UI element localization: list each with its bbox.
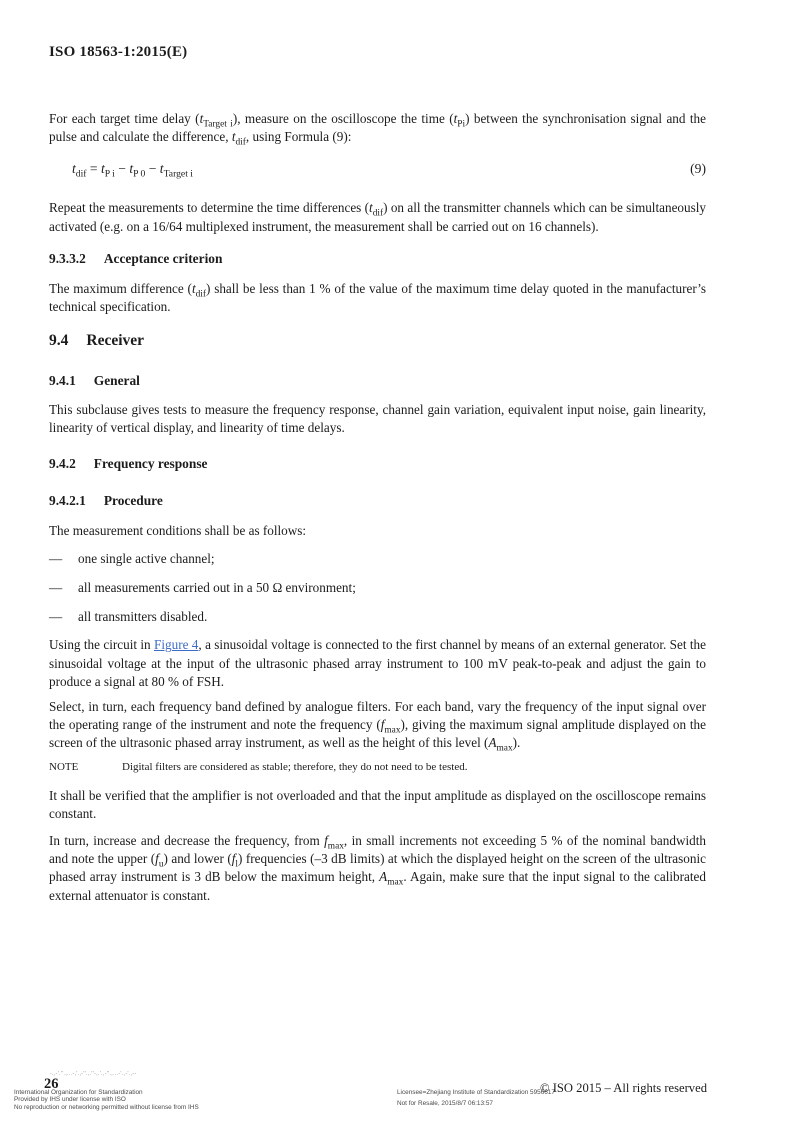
heading-9-4-2 [49,455,706,473]
heading-number: 9.3.3.2 [49,250,86,266]
paragraph-measurement-conditions: The measurement conditions shall be as follows: [49,522,307,538]
ihs-stamp-left [14,1089,199,1111]
formula-9 [49,160,706,181]
copyright-notice: © ISO 2015 – All rights reserved [540,1081,707,1095]
running-header-doc-ref: ISO 18563-1:2015(E) [49,44,188,60]
scan-artifact-line: -.,-'.''.,...-,'.,-''.,.''-,.'.,-''.,...-'.,-'.,-- [50,1071,137,1077]
paragraph-repeat-measurements: Repeat the measurements to determine the time differences $(t_{dif})$ on all the transmitter channels which can be simultaneously activated (e.g. on a 16/64 multiplexed instrument, the measurement shall be carried out on 16 channels). [49,200,707,234]
paragraph-amplifier-verification: It shall be verified that the amplifier is not overloaded and that the input amplitude as displayed on the oscilloscope remains constant. [49,787,706,821]
heading-title: Frequency response [93,455,208,471]
stamp-line: Not for Resale, 2015/8/7 06:13:57 [397,1100,493,1107]
stamp-line: International Organization for Standardization [14,1089,143,1096]
license-stamp [397,1087,555,1109]
heading-number: 9.4.2.1 [49,492,86,508]
list-item [49,608,706,626]
heading-9-3-3-2 [49,250,706,268]
heading-title: Receiver [86,332,145,350]
formula-expression: $t_{dif} = t_{P i} - t_{P 0} - t_{Target i}$ [72,161,193,181]
stamp-line: Licensee=Zhejiang Institute of Standardization 5956617 [397,1089,555,1096]
em-dash-bullet: — [49,609,63,625]
heading-number: 9.4.1 [49,373,76,389]
list-item-text: all transmitters disabled. [78,609,208,625]
em-dash-bullet: — [49,580,63,596]
paragraph-subclause-tests: This subclause gives tests to measure the frequency response, channel gain variation, equivalent input noise, gain linearity, linearity of vertical display, and linearity of time delays. [49,402,706,436]
heading-title: Procedure [103,492,163,508]
paragraph-maximum-difference: The maximum difference $(t_{dif})$ shall be less than 1 % of the value of the maximum time delay quoted in the manufacturer’s technical specification. [49,280,707,315]
stamp-line: Provided by IHS under license with ISO [14,1096,126,1104]
figure-4-link[interactable]: Figure 4 [154,637,199,653]
list-item [49,579,706,597]
stamp-line: No reproduction or networking permitted without license from IHS [14,1103,199,1111]
heading-number: 9.4 [49,332,69,350]
em-dash-bullet: — [49,550,63,566]
heading-9-4 [49,331,706,351]
paragraph-using-circuit: Using the circuit in Figure 4, a sinusoidal voltage is connected to the first channel by means of an external generator. Set the sinusoidal voltage at the input of the ultrasonic phased array instrument to 100 mV peak-to-peak and adjust the gain to produce a signal at 80 % of FSH. [49,637,706,689]
page-content [49,62,706,905]
paragraph-target-time-delay: For each target time delay $(t_{Target i})$, measure on the oscilloscope the time $(t_{Pi})$ between the synchronisation signal and the pulse and calculate the difference, $t_{dif}$, using Formula (9): [49,111,706,148]
heading-9-4-1 [49,372,706,390]
heading-title: Acceptance criterion [103,250,223,266]
paragraph-select-frequency-band: Select, in turn, each frequency band defined by analogue filters. For each band, vary the frequency of the input signal over the operating range of the instrument and note the frequency $(f_{max})$, giving the maximum signal amplitude displayed on the screen of the ultrasonic phased array instrument, as well as the height of this level $(A_{max})$. [49,699,707,755]
heading-9-4-2-1 [49,492,706,510]
note-text: Digital filters are considered as stable; therefore, they do not need to be tested. [122,760,468,773]
list-item-text: one single active channel; [78,550,215,566]
heading-title: General [93,373,140,389]
heading-number: 9.4.2 [49,455,76,471]
list-item [49,550,706,568]
paragraph-increase-decrease-frequency: In turn, increase and decrease the frequency, from $f_{max}$, in small increments not exceeding 5 % of the nominal bandwidth and note the upper $(f_u)$ and lower $(f_l)$ frequencies (–3 dB limits) at which the displayed height on the screen of the ultrasonic phased array instrument is 3 dB below the maximum height, $A_{max}$. Again, make sure that the input signal to the calibrated external attenuator is constant. [49,833,706,903]
note-label: NOTE [49,760,79,773]
page-number: 26 [44,1076,59,1092]
list-item-text: all measurements carried out in a 50 Ω environment; [78,580,356,596]
formula-number: (9) [690,161,706,177]
note-digital-filters [49,760,706,775]
